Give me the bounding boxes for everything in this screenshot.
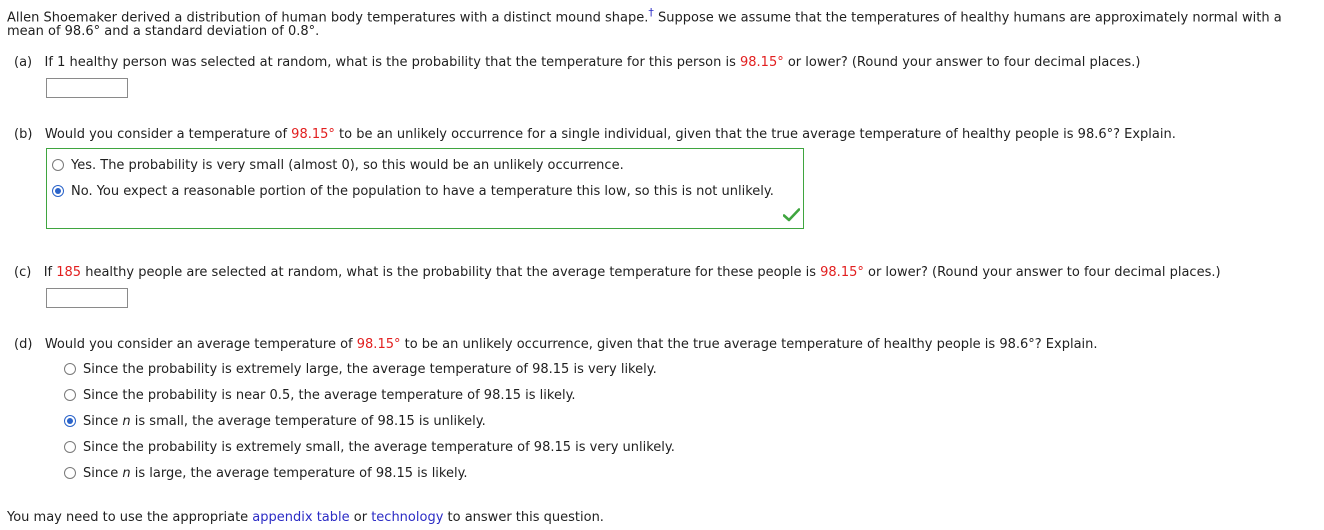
radio-icon[interactable] [64, 389, 76, 401]
part-d-option-1[interactable]: Since the probability is extremely large, the average temperature of 98.15 is very likely. [64, 362, 657, 377]
part-d-question: (d) Would you consider an average temperature of 98.15° to be an unlikely occurrence, given that the true average temperature of healthy people is 98.6°? Explain. [14, 337, 1098, 352]
radio-icon[interactable] [52, 159, 64, 171]
technology-link[interactable]: technology [371, 510, 444, 525]
radio-selected-icon[interactable] [64, 415, 76, 427]
footer-note: You may need to use the appropriate appendix table or technology to answer this question. [7, 510, 604, 525]
part-d-option-3[interactable]: Since n is small, the average temperature of 98.15 is unlikely. [64, 414, 486, 429]
radio-icon[interactable] [64, 441, 76, 453]
radio-icon[interactable] [64, 467, 76, 479]
intro-line-1: Allen Shoemaker derived a distribution of human body temperatures with a distinct mound shape.† Suppose we assume that the temperatures of healthy humans are approximately normal with a [7, 6, 1282, 26]
part-d-option-2[interactable]: Since the probability is near 0.5, the average temperature of 98.15 is likely. [64, 388, 576, 403]
radio-icon[interactable] [64, 363, 76, 375]
part-d-option-5[interactable]: Since n is large, the average temperature of 98.15 is likely. [64, 466, 468, 481]
part-c-question: (c) If 185 healthy people are selected at random, what is the probability that the average temperature for these people is 98.15° or lower? (Round your answer to four decimal places.) [14, 265, 1221, 280]
radio-selected-icon[interactable] [52, 185, 64, 197]
intro-line-2: mean of 98.6° and a standard deviation of 0.8°. [7, 24, 320, 39]
part-a-answer-input[interactable] [46, 78, 128, 98]
part-d-option-4[interactable]: Since the probability is extremely small, the average temperature of 98.15 is very unlikely. [64, 440, 675, 455]
part-b-option-yes[interactable]: Yes. The probability is very small (almost 0), so this would be an unlikely occurrence. [52, 158, 624, 173]
part-b-option-no[interactable]: No. You expect a reasonable portion of the population to have a temperature this low, so this is not unlikely. [52, 184, 774, 199]
part-b-question: (b) Would you consider a temperature of 98.15° to be an unlikely occurrence for a single individual, given that the true average temperature of healthy people is 98.6°? Explain. [14, 127, 1176, 142]
appendix-table-link[interactable]: appendix table [252, 510, 350, 525]
part-a-question: (a) If 1 healthy person was selected at random, what is the probability that the temperature for this person is 98.15° or lower? (Round your answer to four decimal places.) [14, 55, 1141, 70]
footnote-dagger-link[interactable]: † [648, 6, 654, 19]
part-c-answer-input[interactable] [46, 288, 128, 308]
correct-check-icon [783, 208, 800, 222]
